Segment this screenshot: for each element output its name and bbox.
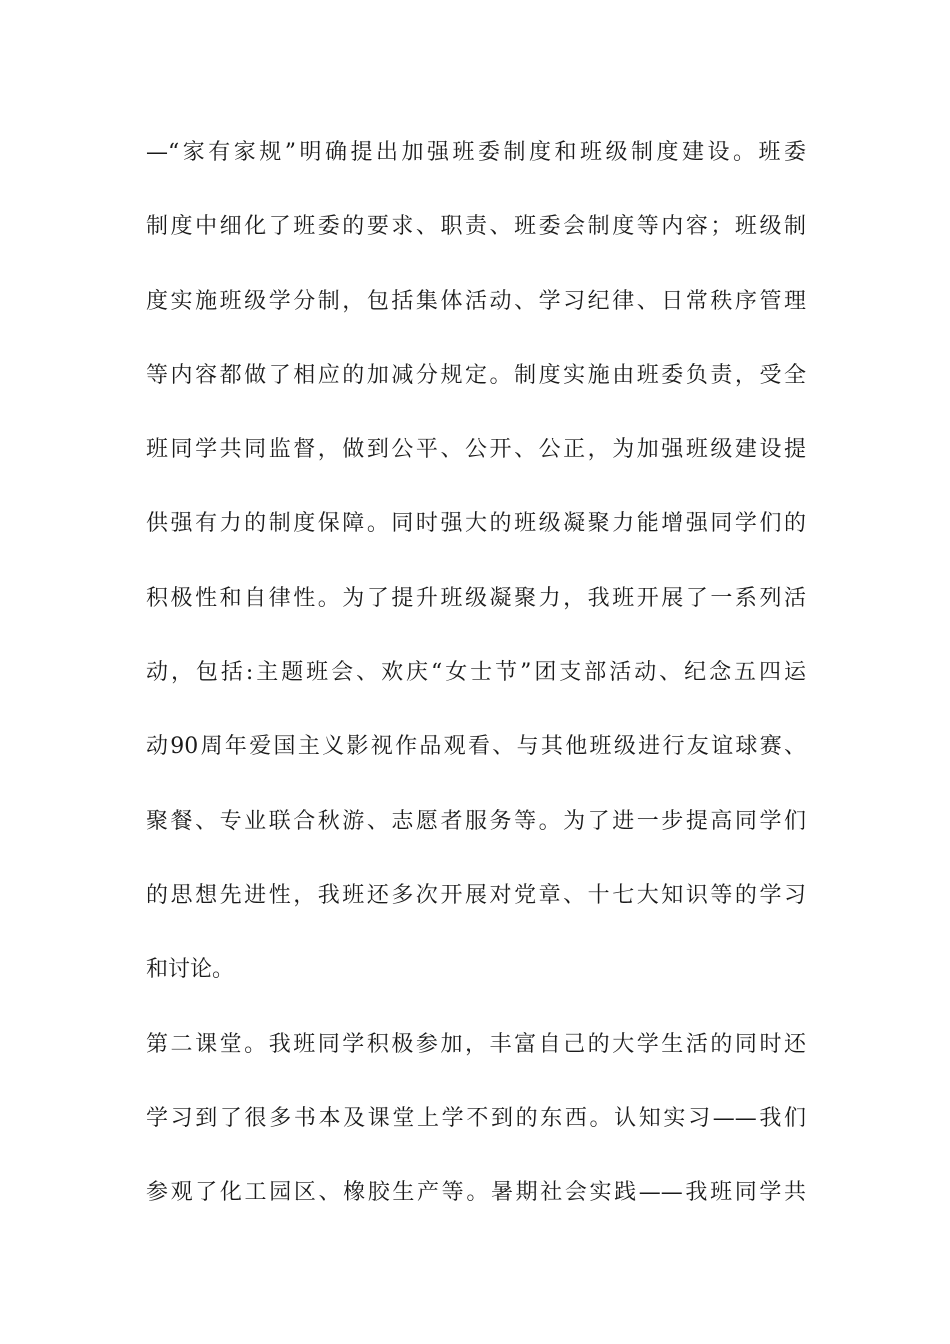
text-line: 动90周年爱国主义影视作品观看、与其他班级进行友谊球赛、 bbox=[146, 734, 806, 760]
text-line: 等内容都做了相应的加减分规定。制度实施由班委负责，受全 bbox=[146, 362, 806, 388]
text-line: 第二课堂。我班同学积极参加，丰富自己的大学生活的同时还 bbox=[146, 1031, 806, 1057]
paragraph-end-line: 和讨论。 bbox=[146, 957, 235, 983]
text-line: 供强有力的制度保障。同时强大的班级凝聚力能增强同学们的 bbox=[146, 511, 806, 537]
text-line: 度实施班级学分制，包括集体活动、学习纪律、日常秩序管理 bbox=[146, 288, 806, 314]
document-body bbox=[146, 128, 806, 1242]
text-line: 学习到了很多书本及课堂上学不到的东西。认知实习——我们 bbox=[146, 1105, 806, 1131]
text-line: 参观了化工园区、橡胶生产等。暑期社会实践——我班同学共 bbox=[146, 1180, 806, 1206]
text-line: 聚餐、专业联合秋游、志愿者服务等。为了进一步提高同学们 bbox=[146, 808, 806, 834]
text-line: 动，包括:主题班会、欢庆“女士节”团支部活动、纪念五四运 bbox=[146, 660, 806, 686]
text-line: 制度中细化了班委的要求、职责、班委会制度等内容；班级制 bbox=[146, 214, 806, 240]
text-line: 积极性和自律性。为了提升班级凝聚力，我班开展了一系列活 bbox=[146, 585, 806, 611]
text-line: 的思想先进性，我班还多次开展对党章、十七大知识等的学习 bbox=[146, 882, 806, 908]
text-line: —“家有家规”明确提出加强班委制度和班级制度建设。班委 bbox=[146, 140, 806, 165]
text-line: 班同学共同监督，做到公平、公开、公正，为加强班级建设提 bbox=[146, 437, 806, 463]
